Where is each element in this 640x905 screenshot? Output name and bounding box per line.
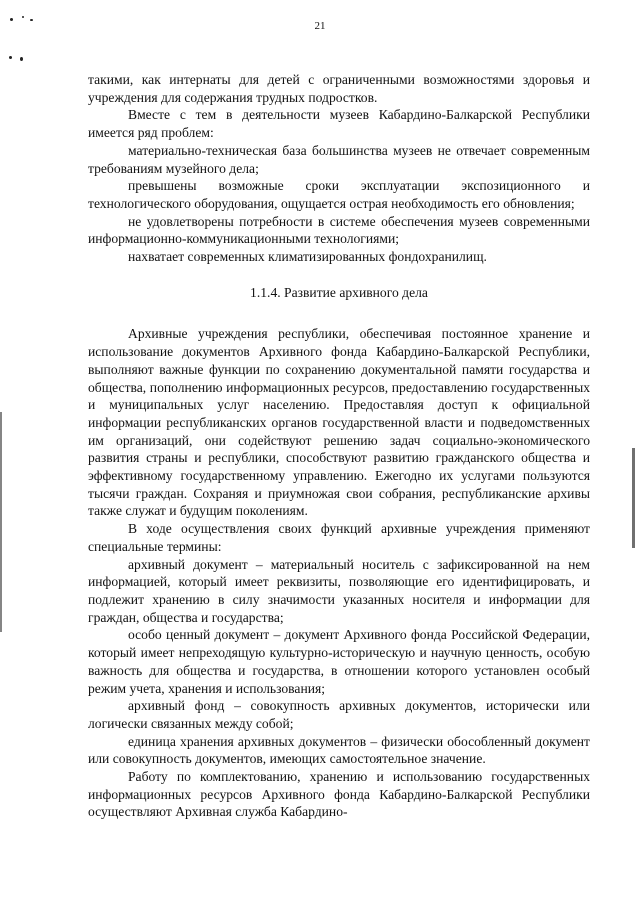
- scan-edge-right: [632, 448, 635, 548]
- list-item: не удовлетворены потребности в системе обеспечения музеев современными информационно-коммуникационными технологиями;: [88, 213, 590, 247]
- list-item: превышены возможные сроки эксплуатации экспозиционного и технологического оборудования, ощущается острая необходимость его обновления;: [88, 178, 590, 211]
- definition-item: архивный фонд – совокупность архивных документов, исторически или логически связанных между собой;: [88, 698, 590, 731]
- page-number: 21: [314, 20, 326, 32]
- list-item: материально-техническая база большинства музеев не отвечает современным требованиям музейного дела;: [88, 142, 590, 176]
- paragraph: Архивные учреждения республики, обеспечивая постоянное хранение и использование документов Архивного фонда Кабардино-Балкарской Республики, выполняют важные функции по сохранению документальной памяти государства и общества, пополнению информационных ресурсов, предоставлению государственных и муниципальных услуг населению. Предоставляя доступ к официальной информации республиканских органов государственной власти и подведомственных им организаций, они содействуют решению задач социально-экономического развития страны и республики, способствуют развитию гражданского общества и эффективному государственному управлению. Ежегодно их услугами пользуются тысячи граждан. Сохраняя и приумножая свои собрания, республиканские архивы также служат и будущим поколениям.: [88, 326, 590, 519]
- definition-item: единица хранения архивных документов – физически обособленный документ или совокупность документов, имеющих самостоятельное значение.: [88, 733, 590, 767]
- scan-dot: [9, 56, 12, 59]
- scan-dot: [20, 57, 23, 61]
- definition-item: архивный документ – материальный носитель с зафиксированной на нем информацией, который имеет реквизиты, позволяющие его идентифицировать, и подлежит хранению в силу значимости указанных носителя и информации для граждан, общества и государства;: [88, 556, 590, 625]
- paragraph: Работу по комплектованию, хранению и использованию государственных информационных ресурсов Архивного фонда Кабардино-Балкарской Республики осуществляют Архивная служба Кабардино-: [88, 769, 590, 820]
- list-item: нахватает современных климатизированных фондохранилищ.: [128, 249, 487, 265]
- scan-dot: [30, 19, 33, 21]
- paragraph: такими, как интернаты для детей с ограниченными возможностями здоровья и учреждения для содержания трудных подростков.: [88, 72, 590, 105]
- scan-dot: [10, 18, 13, 21]
- document-body: [88, 71, 590, 821]
- paragraph: Вместе с тем в деятельности музеев Кабардино-Балкарской Республики имеется ряд проблем:: [88, 107, 590, 141]
- paragraph: В ходе осуществления своих функций архивные учреждения применяют специальные термины:: [88, 521, 590, 554]
- definition-item: особо ценный документ – документ Архивного фонда Российской Федерации, который имеет непреходящую культурно-историческую и научную ценность, особую важность для общества и государства, в отношении которого установлен особый режим учета, хранения и использования;: [88, 627, 590, 696]
- section-heading: 1.1.4. Развитие архивного дела: [250, 284, 428, 300]
- scan-dot: [22, 16, 24, 18]
- scan-edge-left: [0, 412, 2, 632]
